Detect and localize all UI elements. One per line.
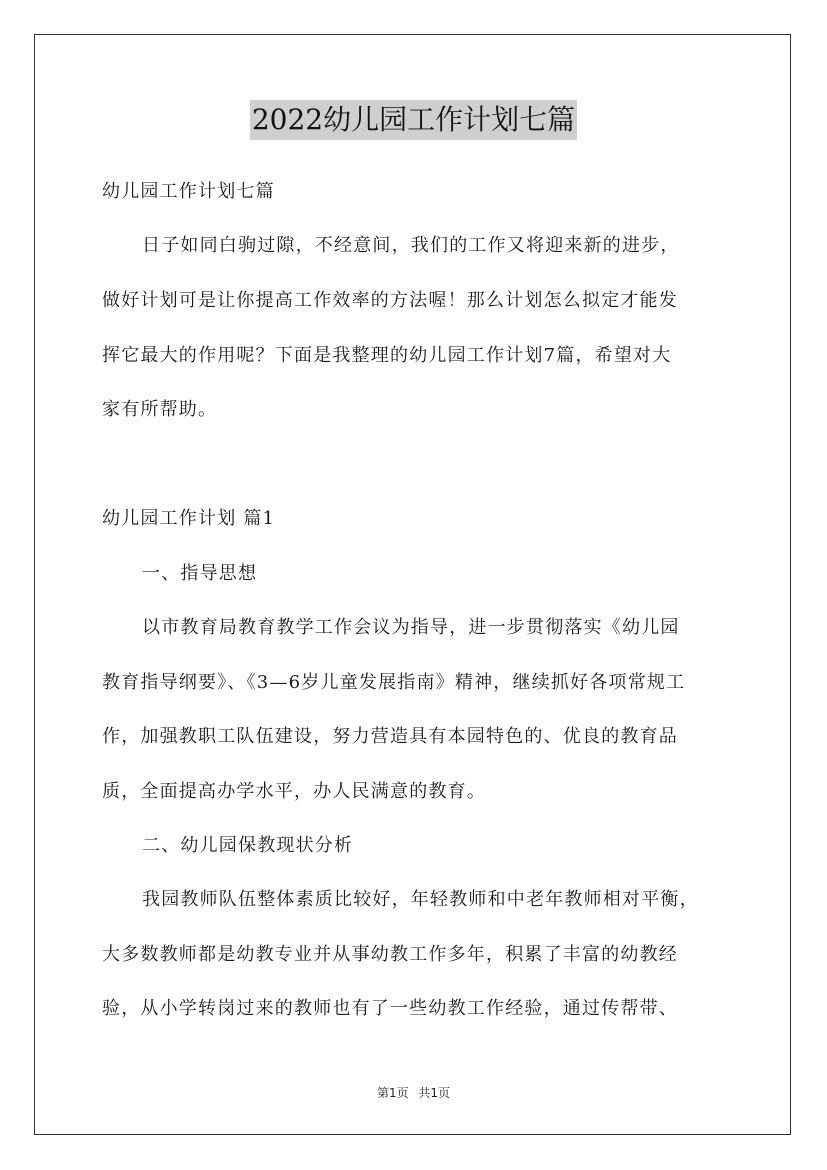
paragraph-line: 大多数教师都是幼教专业并从事幼教工作多年，积累了丰富的幼教经 (102, 944, 678, 965)
section-heading: 幼儿园工作计划七篇 (102, 181, 275, 202)
page-number-current: 第1页 (376, 1086, 409, 1100)
paragraph-line: 我园教师队伍整体素质比较好，年轻教师和中老年教师相对平衡， (142, 889, 699, 910)
subsection-heading: 二、幼儿园保教现状分析 (142, 835, 354, 856)
paragraph-line: 家有所帮助。 (102, 399, 218, 420)
page-number-total: 共1页 (418, 1086, 451, 1100)
paragraph-line: 验，从小学转岗过来的教师也有了一些幼教工作经验，通过传帮带、 (102, 998, 678, 1019)
paragraph-line: 质，全面提高办学水平，办人民满意的教育。 (102, 781, 486, 802)
section-heading: 幼儿园工作计划 篇1 (102, 508, 276, 529)
paragraph-line: 以市教育局教育教学工作会议为指导，进一步贯彻落实《幼儿园 (142, 617, 680, 638)
paragraph-line: 日子如同白驹过隙，不经意间，我们的工作又将迎来新的进步， (142, 235, 680, 256)
paragraph-line: 挥它最大的作用呢？下面是我整理的幼儿园工作计划7篇，希望对大 (102, 345, 672, 366)
document-title: 2022幼儿园工作计划七篇 (250, 100, 577, 140)
subsection-heading: 一、指导思想 (142, 563, 258, 584)
title-container (0, 100, 827, 140)
paragraph-line: 作，加强教职工队伍建设，努力营造具有本园特色的、优良的教育品 (102, 726, 678, 747)
paragraph-line: 教育指导纲要》、《3—6岁儿童发展指南》精神，继续抓好各项常规工 (102, 672, 686, 693)
page-footer (0, 1086, 827, 1100)
paragraph-line: 做好计划可是让你提高工作效率的方法喔！那么计划怎么拟定才能发 (102, 290, 678, 311)
